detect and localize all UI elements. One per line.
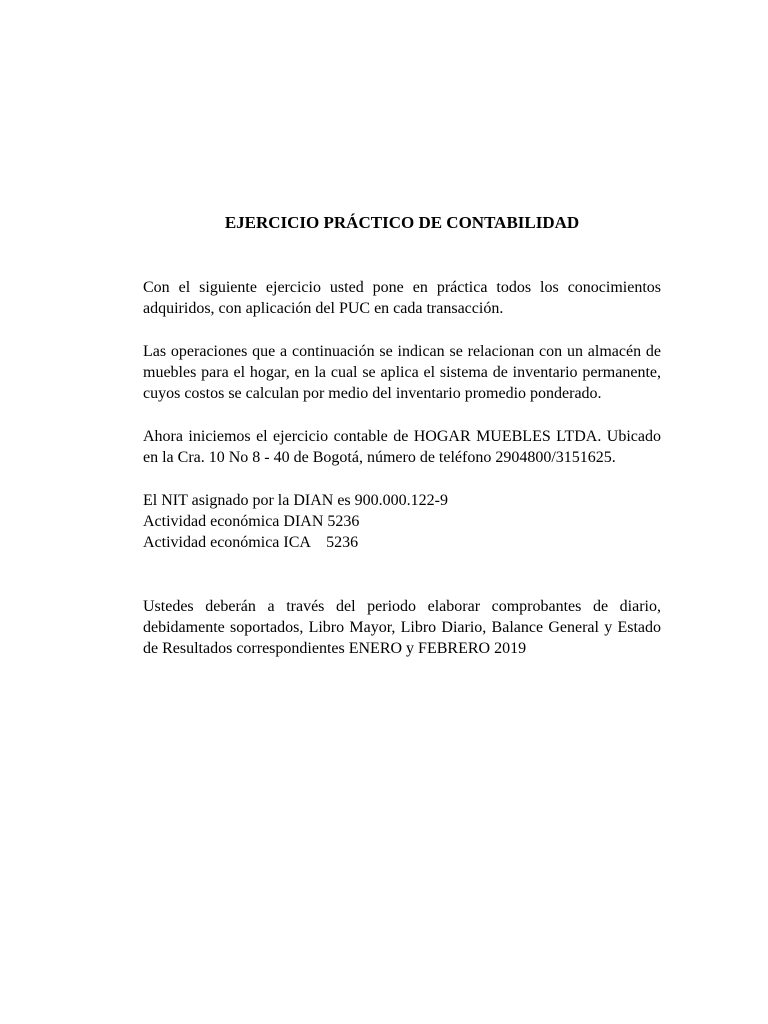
intro-paragraph: Con el siguiente ejercicio usted pone en práctica todos los conocimientos adquiridos, con aplicación del PUC en cada transacción. [143, 279, 661, 317]
nit-line: El NIT asignado por la DIAN es 900.000.122-9 [143, 492, 448, 509]
company-info-block [143, 490, 661, 553]
closing-paragraph: Ustedes deberán a través del periodo elaborar comprobantes de diario, debidamente soportados, Libro Mayor, Libro Diario, Balance General y Estado de Resultados correspondientes ENERO y FEBRERO 2019 [143, 598, 661, 657]
operations-paragraph: Las operaciones que a continuación se indican se relacionan con un almacén de muebles para el hogar, en la cual se aplica el sistema de inventario permanente, cuyos costos se calculan por medio del inventario promedio ponderado. [143, 343, 661, 402]
company-paragraph: Ahora iniciemos el ejercicio contable de HOGAR MUEBLES LTDA. Ubicado en la Cra. 10 No 8 - 40 de Bogotá, número de teléfono 2904800/3151625. [143, 428, 661, 466]
dian-activity-line: Actividad económica DIAN 5236 [143, 513, 360, 530]
document-title: EJERCICIO PRÁCTICO DE CONTABILIDAD [224, 213, 580, 232]
ica-activity-line: Actividad económica ICA 5236 [143, 534, 359, 551]
document-body [143, 212, 661, 681]
